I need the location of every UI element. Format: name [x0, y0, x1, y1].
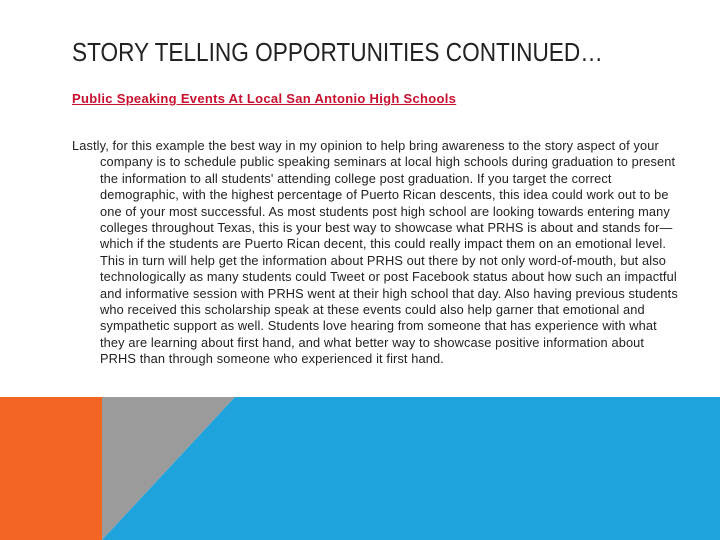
orange-triangle [0, 397, 102, 540]
subtitle-link: Public Speaking Events At Local San Antonio High Schools [72, 91, 457, 106]
slide-title: STORY TELLING OPPORTUNITIES CONTINUED… [72, 37, 603, 67]
body-paragraph: Lastly, for this example the best way in my opinion to help bring awareness to the story aspect of your company is to schedule public speaking seminars at local high schools during graduation to present the information to all students' attending college post graduation. If you target the correct demographic, with the highest percentage of Puerto Rican descents, this idea could work out to be one of your most successful. As most students post high school are looking towards entering many colleges throughout Texas, this is your best way to showcase what PRHS is about and stands for—which if the students are Puerto Rican decent, this could really impact them on an emotional level. This in turn will help get the information about PRHS out there by not only word-of-mouth, but also technologically as many students could Tweet or post Facebook status about how such an impactful and informative session with PRHS went at their high school that day. Also having previous students who received this scholarship speak at these events could also help garner that emotional and sympathetic support as well. Students love hearing from someone that has experience with what they are learning about first hand, and what better way to showcase positive information about PRHS than through someone who experienced it first hand. [72, 138, 678, 367]
